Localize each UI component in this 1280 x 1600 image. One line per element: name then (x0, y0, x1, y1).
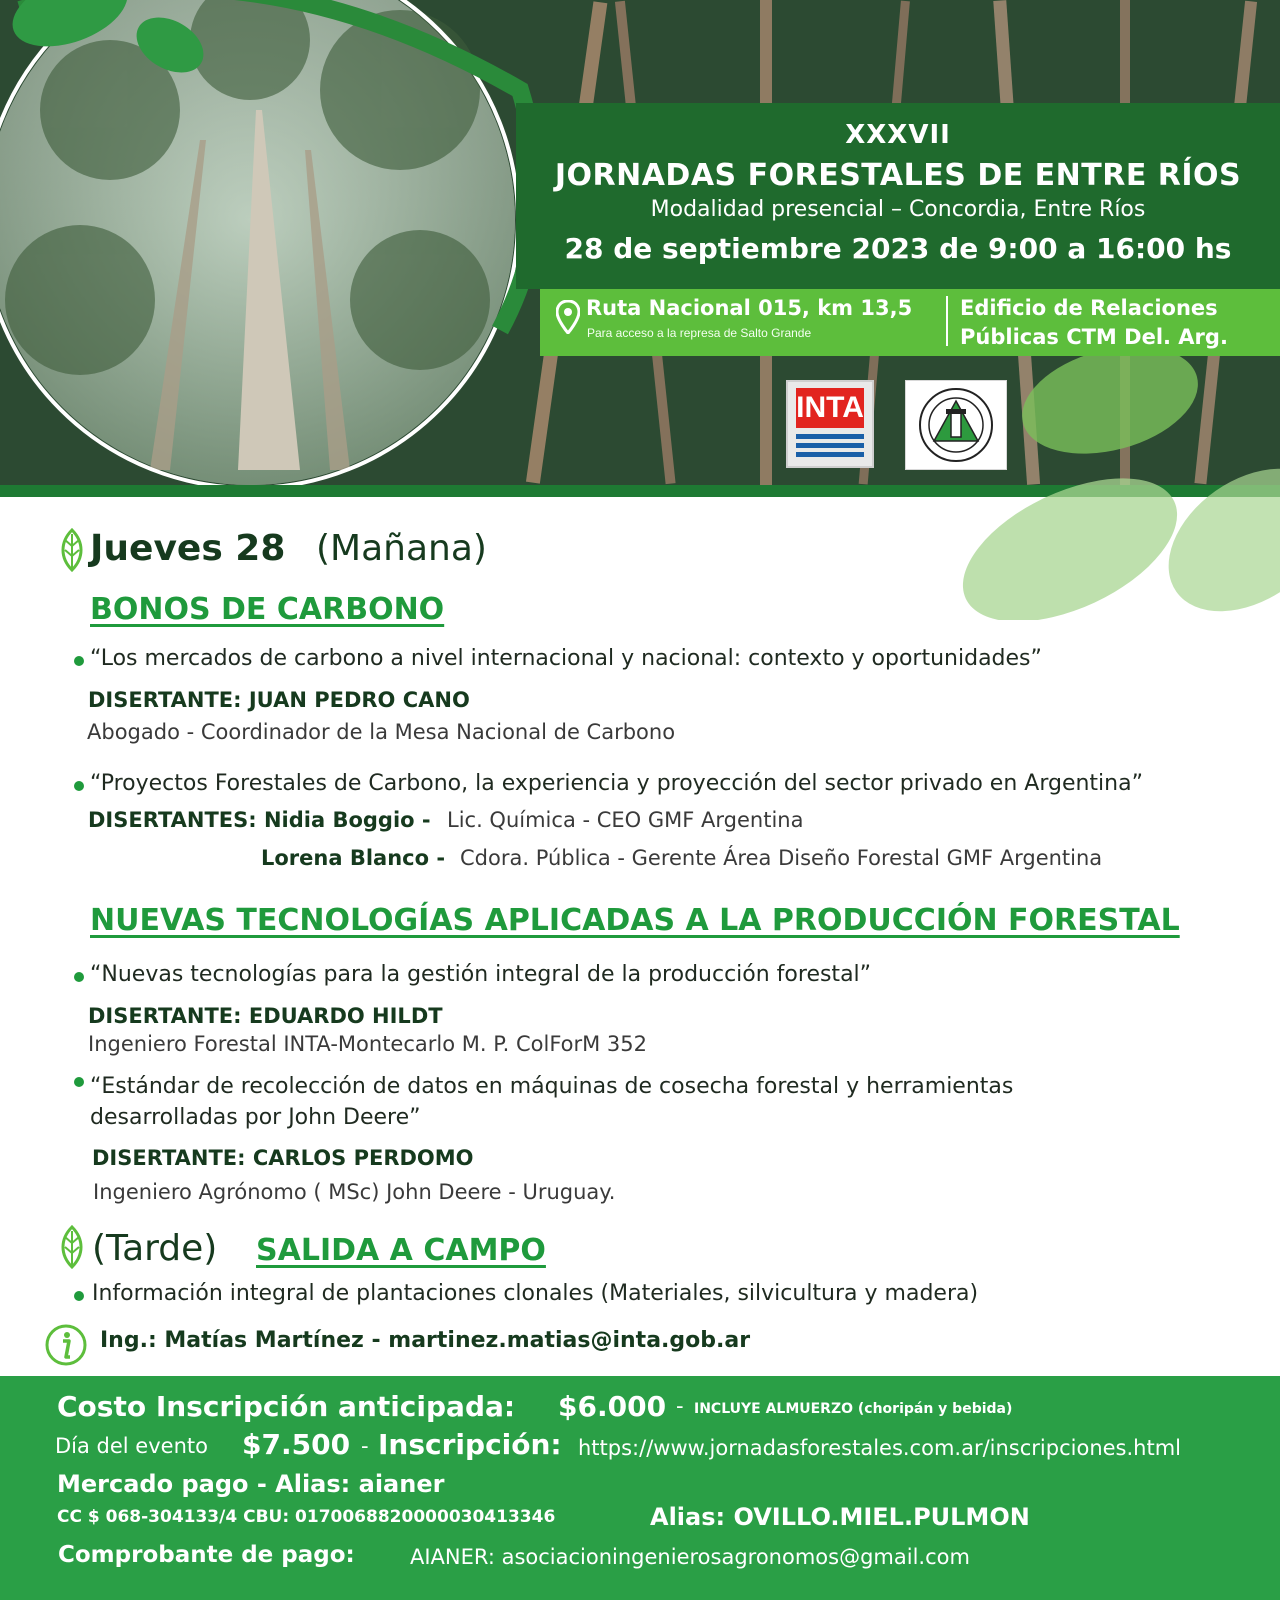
bullet (74, 781, 84, 791)
talk-speaker-role: Ingeniero Agrónomo ( MSc) John Deere - Uruguay. (93, 1180, 616, 1204)
afternoon-item: Información integral de plantaciones clonales (Materiales, silvicultura y madera) (92, 1281, 979, 1306)
talk-title-line1: “Estándar de recolección de datos en máquinas de cosecha forestal y herramientas (90, 1074, 1014, 1099)
route-note: Para acceso a la represa de Salto Grande (587, 326, 812, 340)
early-registration-price: $6.000 (558, 1390, 667, 1423)
registration-url[interactable]: https://www.jornadasforestales.com.ar/inscripciones.html (578, 1436, 1182, 1460)
header-banner (0, 0, 1280, 485)
talk-speaker-role: Abogado - Coordinador de la Mesa Nacional de Carbono (87, 720, 676, 744)
section-title-carbon-bonds: BONOS DE CARBONO (90, 592, 445, 627)
location-pin-icon (556, 300, 580, 334)
event-date: 28 de septiembre 2023 de 9:00 a 16:00 hs (564, 232, 1232, 265)
venue-building-line2: Públicas CTM Del. Arg. (960, 325, 1228, 349)
bank-alias: Alias: OVILLO.MIEL.PULMON (650, 1503, 1030, 1531)
inta-logo (786, 380, 874, 468)
venue-building (960, 294, 1228, 352)
section-title-field-trip: SALIDA A CAMPO (256, 1233, 546, 1268)
talk-title: “Los mercados de carbono a nivel internacional y nacional: contexto y oportunidades” (90, 646, 1042, 671)
talk-speaker: DISERTANTE: JUAN PEDRO CANO (88, 688, 470, 712)
early-registration-label: Costo Inscripción anticipada: (57, 1390, 516, 1423)
receipt-email[interactable]: AIANER: asociacioningenierosagronomos@gmail.com (410, 1545, 970, 1569)
bank-account: CC $ 068-304133/4 CBU: 0170068820000030413346 (57, 1507, 556, 1527)
talk-title: “Nuevas tecnologías para la gestión integral de la producción forestal” (90, 962, 872, 987)
talk-speaker: DISERTANTE: CARLOS PERDOMO (92, 1146, 474, 1170)
inta-logo-band (796, 443, 864, 448)
mercado-pago-alias: Mercado pago - Alias: aianer (57, 1470, 445, 1498)
inta-logo-band (796, 434, 864, 439)
bullet (74, 972, 84, 982)
inta-logo-text: INTA (796, 388, 864, 428)
footer-pricing (0, 1376, 1280, 1600)
aianer-seal-logo (905, 380, 1007, 470)
event-day-label: Día del evento (55, 1434, 208, 1458)
talk-speaker: DISERTANTE: EDUARDO HILDT (88, 1004, 443, 1028)
talk-speaker-role: Lic. Química - CEO GMF Argentina (447, 808, 804, 832)
bullet (74, 656, 84, 666)
location-divider (946, 296, 948, 346)
section-title-new-technologies: NUEVAS TECNOLOGÍAS APLICADAS A LA PRODUCCIÓN FORESTAL (90, 903, 1180, 938)
leaf-icon (58, 528, 86, 572)
edition-number: XXXVII (845, 120, 951, 150)
talk-title: “Proyectos Forestales de Carbono, la experiencia y proyección del sector privado en Argentina” (90, 771, 1143, 796)
talk-speaker-role: Cdora. Pública - Gerente Área Diseño Forestal GMF Argentina (460, 846, 1103, 870)
talk-speakers-label: DISERTANTES: Nidia Boggio - (88, 808, 431, 832)
afternoon-period: (Tarde) (92, 1228, 218, 1269)
bullet (74, 1291, 84, 1301)
event-day-price: $7.500 (242, 1428, 351, 1461)
morning-day-heading: Jueves 28 (90, 528, 286, 569)
info-icon (44, 1323, 88, 1367)
early-registration-note: INCLUYE ALMUERZO (choripán y bebida) (694, 1401, 1013, 1417)
event-name: JORNADAS FORESTALES DE ENTRE RÍOS (554, 158, 1242, 193)
talk-speaker-role: Ingeniero Forestal INTA-Montecarlo M. P. ColForM 352 (88, 1032, 648, 1056)
price-separator: - (676, 1394, 684, 1418)
event-mode: Modalidad presencial – Concordia, Entre Ríos (650, 197, 1146, 222)
inta-logo-band (796, 452, 864, 457)
venue-building-line1: Edificio de Relaciones (960, 296, 1218, 320)
receipt-label: Comprobante de pago: (58, 1542, 355, 1568)
talk-title-line2: desarrolladas por John Deere” (90, 1105, 421, 1130)
registration-label: Inscripción: (378, 1428, 562, 1461)
route-address: Ruta Nacional 015, km 13,5 (586, 296, 913, 320)
morning-period: (Mañana) (316, 528, 487, 569)
talk-speaker-name: Lorena Blanco - (261, 846, 446, 870)
contact-info: Ing.: Matías Martínez - martinez.matias@inta.gob.ar (100, 1328, 751, 1353)
decorative-leaves (960, 460, 1280, 620)
bullet (74, 1077, 84, 1087)
leaf-icon (58, 1225, 86, 1269)
price-separator: - (361, 1434, 369, 1458)
